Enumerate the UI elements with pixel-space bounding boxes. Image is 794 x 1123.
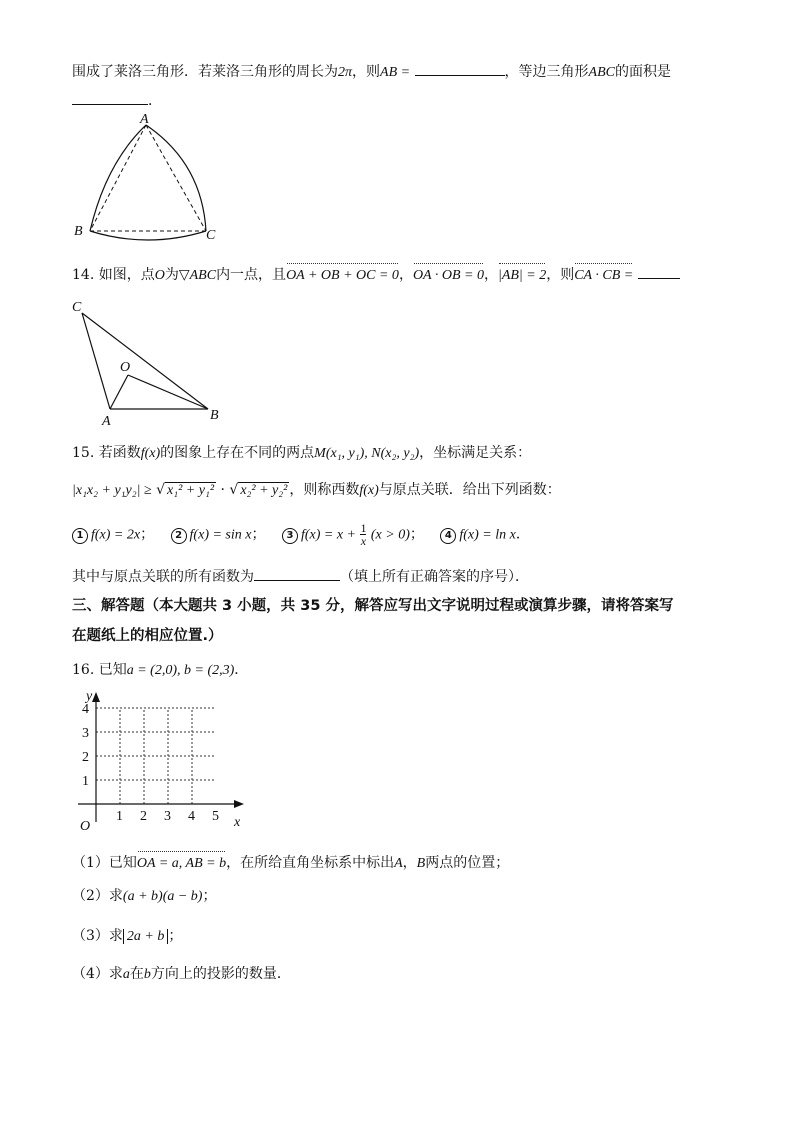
q14-dot-product: OA · OB = 0 [413,266,484,286]
q14-line [72,264,680,286]
x-tick-label: 2 [140,809,147,824]
option-sep-1: ； [140,526,155,543]
q13-line2 [72,90,162,111]
option-sep-2: ； [251,526,266,543]
y-tick-labels [82,702,89,789]
label-o: O [120,360,131,375]
label-a: A [102,414,111,429]
q14-text-1: 为 [164,267,179,283]
q14-text-2: 内一点，且 [216,267,287,283]
q16-p1-text: ，在所给直角坐标系中标出 [226,855,395,871]
q16-p1-end: 两点的位置； [425,855,510,871]
option-2-marker: 2 [171,528,187,544]
q16-p4-text: 在 [129,966,144,982]
q13-text-d: 的面积是 [614,64,671,80]
q13-text-a: 围成了莱洛三角形．若莱洛三角形的周长为 [72,64,338,80]
x-tick-label: 5 [212,809,219,824]
q14-target: CA · CB = [574,266,633,286]
q16-p3-prefix: （3）求 [72,928,123,944]
label-a: A [140,112,149,127]
q16-part3 [72,926,182,947]
q15-line4 [72,566,529,587]
q15-text-b: 的图象上存在不同的两点 [160,445,315,461]
segment-ob [128,375,208,409]
q13-text-b: ，则 [352,64,381,80]
x-tick-label: 1 [116,809,123,824]
y-axis-arrow-icon [92,692,100,702]
option-1: f(x) = 2x [91,527,141,543]
q16-end: ． [234,662,249,678]
q13-abc: ABC [588,65,615,80]
option-3-fraction: $\frac{1}{x}$ [360,521,367,548]
q16-p4-prefix: （4）求 [72,966,123,982]
y-tick-label: 1 [82,774,89,789]
q15-line1 [72,443,531,464]
y-tick-label: 2 [82,750,89,765]
segment-ac [146,125,206,231]
label-b: B [210,408,219,423]
option-4-marker: 4 [440,528,456,544]
segment-oa [110,375,128,409]
q15-line2: |x₁x₂ + y₁y₂| ≥ √ x₁² + y₁² · √ x₂² + y₂² ，则称西数f(x)与原点关联．给出下列函数： [72,482,561,498]
q16-p2-end: ； [202,888,217,904]
option-1-marker: 1 [72,528,88,544]
q13-end: ． [148,93,162,109]
option-end: ． [515,526,530,543]
q14-triangle: ▽ABC [178,268,217,283]
q14-blank[interactable] [638,264,680,279]
side-ca [82,313,110,409]
q16-part4 [72,964,291,985]
option-2: f(x) = sin x [189,527,252,543]
q16-part1 [72,853,509,874]
q16-prefix: 16. 已知 [72,662,127,678]
coordinate-grid [70,688,250,838]
q16-vectors: a = (2,0), b = (2,3) [126,663,235,678]
y-tick-label: 3 [82,726,89,741]
q15-text-e: 与原点关联．给出下列函数： [378,482,561,498]
q16-p3-expr: 2a + b [123,929,168,944]
q15-fx2: f(x) [359,483,379,498]
x-axis-label: x [234,815,241,830]
q15-prefix: 15. 若函数 [72,445,141,461]
label-c: C [72,300,82,315]
q15-dot: · [220,482,225,498]
q14-prefix: 14. 如图，点 [72,267,155,283]
arc-bc [90,231,206,240]
label-b: B [74,224,83,239]
option-3-marker: 3 [282,528,298,544]
q16-p4-vector-a: a [122,967,130,982]
q16-p4-vector-b: b [143,967,151,982]
option-4: f(x) = ln x [459,527,516,543]
q16-p4-end: 方向上的投影的数量． [150,966,291,982]
q13-ab: AB = [380,65,411,80]
q16-p3-end: ； [168,928,183,944]
grid-lines [96,708,216,804]
x-tick-labels [116,809,219,824]
label-c: C [206,228,216,243]
q15-text-d: ，则称西数 [289,482,360,498]
q13-perimeter: 2π [338,65,353,80]
q14-point-o: O [154,268,165,283]
q15-text-c: ，坐标满足关系： [419,445,532,461]
q14-vector-sum: OA + OB + OC = 0 [286,266,399,286]
q15-text-g: （填上所有正确答案的序号）． [340,569,529,585]
q14-ab-length: |AB| = 2 [498,266,546,286]
q15-options [72,522,530,547]
q14-sep-1: ， [398,267,413,283]
q15-sqrt-1: x₁² + y₁² [167,483,215,498]
q13-text-c: ，等边三角形 [504,64,589,80]
q15-sqrt-2: x₂² + y₂² [240,483,288,498]
arc-ac [146,125,206,231]
x-tick-label: 4 [188,809,195,824]
side-cb [82,313,208,409]
q16-p2-expr: (a + b)(a − b) [122,889,203,904]
q13-blank-2[interactable] [72,90,148,105]
y-tick-label: 4 [82,702,89,717]
segment-ab [90,125,146,231]
section-3-heading-line2: 在题纸上的相应位置.） [72,628,223,644]
q15-fx: f(x) [140,446,161,461]
q16-line [72,660,248,681]
q14-sep-2: ， [483,267,498,283]
q16-p1-a: A [394,856,403,871]
x-tick-label: 3 [164,809,171,824]
q15-points: M(x₁, y₁), N(x₂, y₂) [314,446,420,461]
q15-blank[interactable] [254,566,340,581]
section-3-heading-line1: 三、解答题（本大题共 3 小题，共 35 分，解答应写出文字说明过程或演算步骤，请将答案写 [72,598,674,614]
origin-label: O [80,819,91,834]
q15-ineq-left: |x₁x₂ + y₁y₂| ≥ [72,483,152,498]
y-axis-label: y [86,689,93,704]
q16-p1-comma: ， [402,855,417,871]
q15-text-f: 其中与原点关联的所有函数为 [72,569,254,585]
q13-blank-1[interactable] [415,61,505,76]
reuleaux-triangle-figure [70,113,230,243]
q16-p1-b: B [416,856,426,871]
q14-text-3: ，则 [546,267,575,283]
option-3-post: (x > 0) [370,527,410,543]
q16-p2-prefix: （2）求 [72,888,123,904]
option-sep-3: ； [409,526,424,543]
q16-p1-expr: OA = a, AB = b [137,854,226,874]
q16-p1-prefix: （1）已知 [72,855,137,871]
q13-line1 [72,61,671,83]
option-3-pre: f(x) = x + [300,527,356,543]
q16-part2 [72,886,216,907]
x-axis-arrow-icon [234,800,244,808]
triangle-abc-figure [68,297,238,427]
